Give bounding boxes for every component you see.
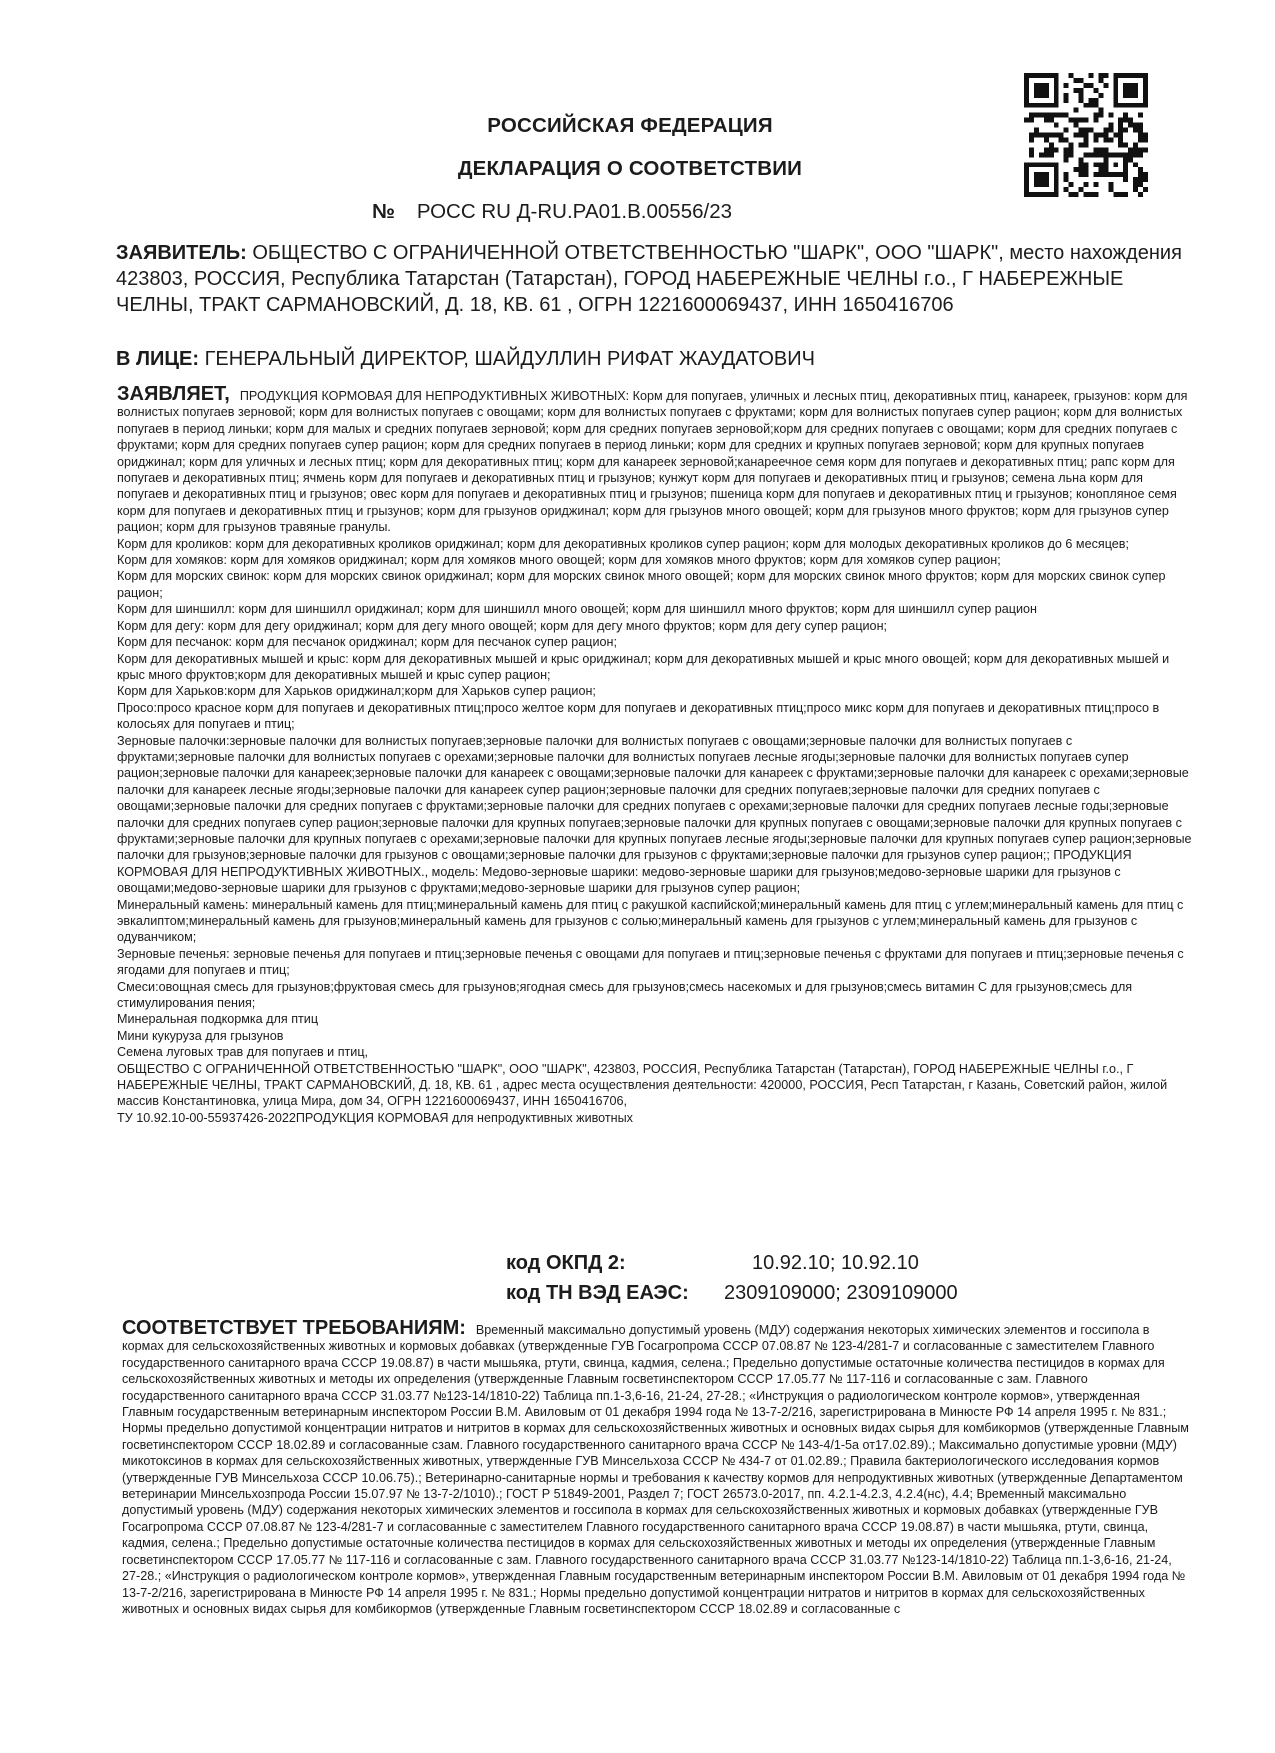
codes-block [0,1252,1275,1312]
declaration-number [372,200,732,224]
declares-line: Минеральная подкормка для птиц [117,1012,319,1027]
country-title: РОССИЙСКАЯ ФЕДЕРАЦИЯ [487,114,773,137]
okpd-value: 10.92.10; 10.92.10 [752,1252,919,1274]
declares-line: Минеральный камень: минеральный камень для птиц;минеральный камень для птиц с ракушкой каспийской;минеральный камень для птиц с углем;минеральный камень для птиц с эвкалиптом;минеральный камень для грызунов;минеральный камень для грызунов с солью;минеральный камень для грызунов с углем;минеральный камень для грызунов с одуванчиком; [117,897,1184,945]
declares-line: Зерновые печенья: зерновые печенья для попугаев и птиц;зерновые печенья с овощами для попугаев и птиц;зерновые печенья с фруктами для попугаев и птиц;зерновые печенья с ягодами для попугаев и птиц; [117,946,1184,978]
declares-line: Корм для хомяков: корм для хомяков ориджинал; корм для хомяков много овощей; корм для хомяков много фруктов; корм для хомяков супер рацион; [117,553,1001,568]
declares-label: ЗАЯВЛЯЕТ, [117,383,230,405]
number-sign: № [372,200,395,223]
complies-label: СООТВЕТСТВУЕТ ТРЕБОВАНИЯМ: [122,1317,466,1339]
declares-line: ТУ 10.92.10-00-55937426-2022ПРОДУКЦИЯ КОРМОВАЯ для непродуктивных животных [117,1110,633,1125]
declaration-number-value: РОСС RU Д-RU.РА01.В.00556/23 [416,200,732,223]
complies-text: Временный максимально допустимый уровень (МДУ) содержания некоторых химических элементов и госсипола в кормах для сельскохозяйственных животных и кормовых добавках (утвержденные ГУВ Госагропрома СССР 07.08.87 № 123-4/281-7 и согласованные с заместителем Главного государственного санитарного врача СССР 19.08.87) в части мышьяка, ртути, свинца, кадмия, селена.; Предельно допустимые остаточные количества пестицидов в кормах для сельскохозяйственных животных и методы их определения (утвержденные Главным госветинспектором СССР 17.05.77 № 117-116 и согласованные с зам. Главного государственного санитарного врача СССР 31.03.77 №123-14/1810-22) Таблица пп.1-3,6-16, 21-24, 27-28.; «Инструкция о радиологическом контроле кормов», утвержденная Главным государственным ветеринарным инспектором России В.М. Авиловым от 01 декабря 1994 года № 13-7-2/216, зарегистрирована в Минюсте РФ 14 апреля 1995 г. № 831.; Нормы предельно допустимой концентрации нитратов и нитритов в кормах для сельскохозяйственных животных и основных видах сырья для комбикормов (утвержденные Главным госветинспектором СССР 18.02.89 и согласованные сзам. Главного государственного санитарного врача СССР № 143-4/1-5а от17.02.89).; Максимально допустимые уровни (МДУ) микотоксинов в кормах для сельскохозяйственных животных, утвержденные ГУВ Минсельхоза СССР № 434-7 от 01.02.89.; Правила бактериологического исследования кормов (утвержденные ГУВ Минсельхоза СССР 10.06.75).; Ветеринарно-санитарные нормы и требования к качеству кормов для непродуктивных животных (утвержденные Департаментом ветеринарии Минсельхозпрода России 15.07.97 № 13-7-2/1010).; ГОСТ Р 51849-2001, Раздел 7; ГОСТ 26573.0-2017, пп. 4.2.1-4.2.3, 4.2.4(нс), 4.4; Временный максимально допустимый уровень (МДУ) содержания некоторых химических элементов и госсипола в кормах для сельскохозяйственных животных и кормовых добавках (утвержденные ГУВ Госагропрома СССР 07.08.87 № 123-4/281-7 и согласованные с заместителем Главного государственного санитарного врача СССР 19.08.87) в части мышьяка, ртути, свинца, кадмия, селена.; Предельно допустимые остаточные количества пестицидов в кормах для сельскохозяйственных животных и методы их определения (утвержденные Главным госветинспектором СССР 17.05.77 № 117-116 и согласованные с зам. Главного государственного санитарного врача СССР 31.03.77 №123-14/1810-22) Таблица пп.1-3,6-16, 21-24, 27-28.; «Инструкция о радиологическом контроле кормов», утвержденная Главным государственным ветеринарным инспектором России В.М. Авиловым от 01 декабря 1994 года № 13-7-2/216, зарегистрирована в Минюсте РФ 14 апреля 1995 г. № 831.; Нормы предельно допустимой концентрации нитратов и нитритов в кормах для сельскохозяйственных животных и основных видах сырья для комбикормов (утвержденные Главным госветинспектором СССР 18.02.89 и согласованные с [122,1323,1189,1616]
declares-paragraph [117,383,1192,536]
representative-label: В ЛИЦЕ: [116,348,200,370]
declares-line: ОБЩЕСТВО С ОГРАНИЧЕННОЙ ОТВЕТСТВЕННОСТЬЮ "ШАРК", ООО "ШАРК", 423803, РОССИЯ, Республика Татарстан (Татарстан), ГОРОД НАБЕРЕЖНЫЕ ЧЕЛНЫ г.о., Г НАБЕРЕЖНЫЕ ЧЕЛНЫ, ТРАКТ САРМАНОВСКИЙ, Д. 18, КВ. 61 , адрес места осуществления деятельности: 420000, РОССИЯ, Респ Татарстан, г Казань, Советский район, жилой массив Константиновка, улица Мира, дом 34, ОГРН 1221600069437, ИНН 1650416706, [117,1061,1168,1109]
declares-line: Корм для дегу: корм для дегу ориджинал; корм для дегу много овощей; корм для дегу много фруктов; корм для дегу супер рацион; [117,618,888,633]
declares-line: Семена луговых трав для попугаев и птиц, [117,1045,369,1060]
declares-line: Корм для декоративных мышей и крыс: корм для декоративных мышей и крыс ориджинал; корм для декоративных мышей и крыс много овощей; корм для декоративных мышей и крыс много фруктов;корм для декоративных мышей и крыс супер рацион; [117,651,1170,682]
complies-block [122,1317,1192,1617]
applicant-text: ОБЩЕСТВО С ОГРАНИЧЕННОЙ ОТВЕТСТВЕННОСТЬЮ "ШАРК", ООО "ШАРК", место нахождения 423803, РОССИЯ, Республика Татарстан (Татарстан), ГОРОД НАБЕРЕЖНЫЕ ЧЕЛНЫ г.о., Г НАБЕРЕЖНЫЕ ЧЕЛНЫ, ТРАКТ САРМАНОВСКИЙ, Д. 18, КВ. 61 , ОГРН 1221600069437, ИНН 1650416706 [116,242,1182,316]
document-title: ДЕКЛАРАЦИЯ О СООТВЕТСТВИИ [457,157,803,180]
declares-line: Просо:просо красное корм для попугаев и декоративных птиц;просо желтое корм для попугаев и декоративных птиц;просо микс корм для попугаев и декоративных птиц;просо в колосьях для попугаев и птиц; [117,700,1160,732]
applicant-label: ЗАЯВИТЕЛЬ: [116,242,247,264]
declares-line: Смеси:овощная смесь для грызунов;фруктовая смесь для грызунов;ягодная смесь для грызунов;смесь насекомых и для грызунов;смесь витамин С для грызунов;смесь для стимулирования пения; [117,979,1133,1011]
applicant-block [116,240,1196,318]
declares-line: Зерновые палочки:зерновые палочки для волнистых попугаев;зерновые палочки для волнистых попугаев с овощами;зерновые палочки для волнистых попугаев с фруктами;зерновые палочки для волнистых попугаев с орехами;зерновые палочки для волнистых попугаев лесные ягоды;зерновые палочки для волнистых попугаев супер рацион;зерновые палочки для канареек;зерновые палочки для канареек с овощами;зерновые палочки для канареек с фруктами;зерновые палочки для канареек с орехами;зерновые палочки для канареек лесные ягоды;зерновые палочки для канареек супер рацион;зерновые палочки для средних попугаев;зерновые палочки для средних попугаев с овощами;зерновые палочки для средних попугаев с фруктами;зерновые палочки для средних попугаев с орехами;зерновые палочки для средних попугаев лесные годы;зерновые палочки для средних попугаев супер рацион;зерновые палочки для крупных попугаев;зерновые палочки для крупных попугаев с овощами;зерновые палочки для крупных попугаев с фруктами;зерновые палочки для крупных попугаев с орехами;зерновые палочки для крупных попугаев лесные ягоды;зерновые палочки для крупных попугаев супер рацион;зерновые палочки для грызунов;зерновые палочки для грызунов с овощами;зерновые палочки для грызунов с фруктами;зерновые палочки для грызунов супер рацион;; ПРОДУКЦИЯ КОРМОВАЯ ДЛЯ НЕПРОДУКТИВНЫХ ЖИВОТНЫХ., модель: Медово-зерновые шарики: медово-зерновые шарики для грызунов;медово-зерновые шарики для грызунов с овощами;медово-зерновые шарики для грызунов с фруктами;медово-зерновые шарики для грызунов супер рацион; [117,733,1192,896]
representative-block [116,346,815,372]
okpd-label: код ОКПД 2: [506,1252,626,1274]
declares-line: Корм для песчанок: корм для песчанок ориджинал; корм для песчанок супер рацион; [117,635,618,650]
declares-line: ПРОДУКЦИЯ КОРМОВАЯ ДЛЯ НЕПРОДУКТИВНЫХ ЖИВОТНЫХ: Корм для попугаев, уличных и лесных птиц, декоративных птиц, канареек, грызунов: корм для волнистых попугаев зерновой; корм для волнистых попугаев с овощами; корм для волнистых попугаев с фруктами; корм для волнистых попугаев супер рацион; корм для волнистых попугаев в период линьки; корм для малых и средних попугаев зерновой; корм для средних попугаев зерновой;корм для средних попугаев с овощами; корм для средних попугаев с фруктами; корм для средних попугаев супер рацион; корм для средних попугаев в период линьки; корм для средних и крупных попугаев зерновой; корм для крупных попугаев ориджинал; корм для уличных и лесных птиц; корм для декоративных птиц; корм для канареек зерновой;канареечное семя корм для попугаев и декоративных птиц; рапс корм для попугаев и декоративных птиц; ячмень корм для попугаев и декоративных птиц и грызунов; кунжут корм для попугаев и декоративных птиц и грызунов; семена льна корм для попугаев и декоративных птиц и грызунов; овес корм для попугаев и декоративных птиц и грызунов; пшеница корм для попугаев и декоративных птиц и грызунов; конопляное семя корм для попугаев и декоративных птиц и грызунов; корм для грызунов ориджинал; корм для грызунов много овощей; корм для грызунов много фруктов; корм для грызунов супер рацион; корм для грызунов травяные гранулы. [117,389,1188,535]
declares-line: Корм для Харьков:корм для Харьков ориджинал;корм для Харьков супер рацион; [117,684,596,699]
declares-line: Мини кукуруза для грызунов [117,1028,284,1043]
declares-line: Корм для шиншилл: корм для шиншилл ориджинал; корм для шиншилл много овощей; корм для шиншилл много фруктов; корм для шиншилл супер рацион [117,602,1037,617]
representative-text: ГЕНЕРАЛЬНЫЙ ДИРЕКТОР, ШАЙДУЛЛИН РИФАТ ЖАУДАТОВИЧ [204,348,815,370]
declares-block [117,383,1192,1126]
tnved-value: 2309109000; 2309109000 [724,1282,958,1304]
declares-line: Корм для морских свинок: корм для морских свинок ориджинал; корм для морских свинок много овощей; корм для морских свинок много фруктов; корм для морских свинок супер рацион; [117,569,1166,600]
tnved-label: код ТН ВЭД ЕАЭС: [506,1282,689,1304]
declares-line: Корм для кроликов: корм для декоративных кроликов ориджинал; корм для декоративных кроликов супер рацион; корм для молодых декоративных кроликов до 6 месяцев; [117,536,1129,551]
